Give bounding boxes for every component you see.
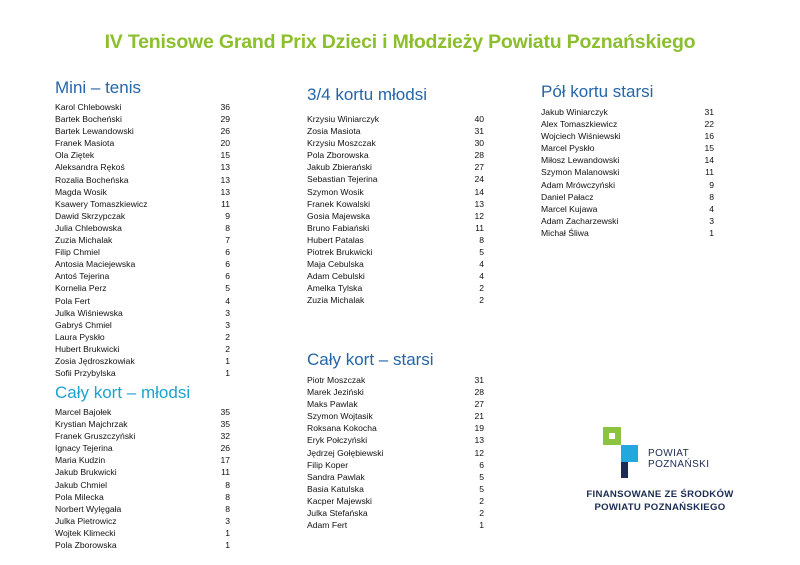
player-name: Pola Zborowska <box>55 540 117 551</box>
player-score: 11 <box>705 167 714 178</box>
table-row <box>307 186 484 198</box>
table-row <box>307 398 484 410</box>
player-score: 9 <box>225 210 230 221</box>
table-row <box>307 374 484 386</box>
player-score: 28 <box>474 387 484 398</box>
player-score: 19 <box>474 423 484 434</box>
player-name: Maks Pawlak <box>307 399 358 410</box>
player-score: 2 <box>479 283 484 294</box>
logo-square-navy <box>621 462 628 478</box>
table-row <box>55 343 230 355</box>
table-row <box>541 142 714 154</box>
section-caly-kort-mlodsi <box>55 383 230 551</box>
table-row <box>55 355 230 367</box>
page-title: IV Tenisowe Grand Prix Dzieci i Młodzieży Powiatu Poznańskiego <box>104 31 696 53</box>
player-name: Norbert Wylęgała <box>55 503 122 514</box>
player-score: 20 <box>220 138 230 149</box>
player-name: Sebastian Tejerina <box>307 174 378 185</box>
player-name: Marek Jeziński <box>307 387 364 398</box>
player-name: Sofii Przybylska <box>55 368 116 379</box>
table-row <box>55 282 230 294</box>
player-name: Aleksandra Rękoś <box>55 162 125 173</box>
table-row <box>541 203 714 215</box>
player-name: Szymon Malanowski <box>541 167 620 178</box>
player-name: Pola Fert <box>55 295 90 306</box>
player-score: 31 <box>474 126 484 137</box>
player-score: 31 <box>704 107 714 117</box>
player-score: 1 <box>225 540 230 551</box>
table-row <box>55 491 230 503</box>
player-name: Franek Kowalski <box>307 198 371 209</box>
player-name: Adam Mrówczyński <box>541 179 616 190</box>
player-name: Basia Katulska <box>307 483 364 494</box>
player-score: 4 <box>225 295 230 306</box>
player-name: Antosia Maciejewska <box>55 259 136 270</box>
player-name: Amelka Tylska <box>307 283 363 294</box>
table-row <box>55 246 230 258</box>
player-name: Marcel Bajołek <box>55 407 112 417</box>
player-name: Ola Ziętek <box>55 150 95 161</box>
results-list <box>55 406 230 551</box>
player-score: 26 <box>220 443 230 454</box>
logo-line-1: POWIAT <box>648 448 690 459</box>
table-row <box>307 210 484 222</box>
player-name: Maja Cebulska <box>307 259 364 270</box>
logo-text <box>648 448 709 470</box>
player-name: Gosia Majewska <box>307 210 371 221</box>
table-row <box>55 174 230 186</box>
logo-line-2: POZNAŃSKI <box>648 459 710 470</box>
player-name: Hubert Brukwicki <box>55 343 120 354</box>
player-score: 35 <box>220 419 230 430</box>
player-name: Jakub Winiarczyk <box>541 107 608 117</box>
table-row <box>307 447 484 459</box>
table-row <box>307 422 484 434</box>
player-name: Eryk Połczyński <box>307 435 368 446</box>
player-name: Ignacy Tejerina <box>55 443 113 454</box>
player-score: 6 <box>225 247 230 258</box>
table-row <box>307 507 484 519</box>
player-score: 13 <box>474 198 484 209</box>
table-row <box>541 118 714 130</box>
player-name: Maria Kudzin <box>55 455 106 466</box>
player-score: 4 <box>709 203 714 214</box>
section-heading: Pół kortu starsi <box>541 82 654 101</box>
table-row <box>55 258 230 270</box>
table-row <box>55 466 230 478</box>
table-row <box>55 210 230 222</box>
player-name: Julka Wiśniewska <box>55 307 123 318</box>
player-name: Franek Masiota <box>55 138 115 149</box>
logo-square-cyan <box>621 445 638 462</box>
player-name: Marcel Kujawa <box>541 203 598 214</box>
table-row <box>55 515 230 527</box>
table-row <box>307 495 484 507</box>
table-row <box>55 319 230 331</box>
player-name: Wojciech Wiśniewski <box>541 131 621 142</box>
player-name: Zuzia Michalak <box>55 235 113 246</box>
player-name: Jakub Chmiel <box>55 479 108 490</box>
table-row <box>307 222 484 234</box>
player-name: Zosia Masiota <box>307 126 361 137</box>
player-score: 3 <box>225 319 230 330</box>
player-score: 31 <box>474 375 484 385</box>
table-row <box>307 246 484 258</box>
table-row <box>307 282 484 294</box>
player-score: 1 <box>479 520 484 531</box>
player-name: Sandra Pawlak <box>307 471 365 482</box>
table-row <box>55 270 230 282</box>
player-score: 1 <box>709 227 714 238</box>
player-score: 17 <box>220 455 230 466</box>
results-list <box>307 113 484 307</box>
player-score: 4 <box>479 259 484 270</box>
player-name: Kacper Majewski <box>307 495 372 506</box>
player-name: Julka Pietrowicz <box>55 515 117 526</box>
table-row <box>55 101 230 113</box>
table-row <box>307 434 484 446</box>
player-name: Julia Chlebowska <box>55 222 122 233</box>
player-score: 16 <box>704 131 714 142</box>
table-row <box>541 179 714 191</box>
funding-note <box>560 488 760 514</box>
player-name: Daniel Pałacz <box>541 191 594 202</box>
player-name: Rozalia Bocheńska <box>55 174 129 185</box>
table-row <box>55 479 230 491</box>
table-row <box>55 113 230 125</box>
results-list <box>541 106 714 239</box>
player-score: 36 <box>220 102 230 112</box>
player-score: 3 <box>225 515 230 526</box>
table-row <box>307 410 484 422</box>
player-score: 5 <box>225 283 230 294</box>
player-score: 13 <box>220 162 230 173</box>
player-score: 12 <box>474 447 484 458</box>
table-row <box>307 258 484 270</box>
table-row <box>55 161 230 173</box>
player-score: 2 <box>479 295 484 306</box>
player-score: 8 <box>225 222 230 233</box>
table-row <box>55 442 230 454</box>
funding-line-1: FINANSOWANE ZE ŚRODKÓW <box>586 489 734 500</box>
player-name: Julka Stefańska <box>307 508 368 519</box>
table-row <box>55 454 230 466</box>
section-34-kortu-mlodsi <box>307 85 484 307</box>
table-row <box>55 125 230 137</box>
player-name: Kornelia Perz <box>55 283 107 294</box>
player-name: Gabryś Chmiel <box>55 319 112 330</box>
results-list <box>55 101 230 379</box>
section-pol-kortu-starsi <box>541 82 714 239</box>
table-row <box>307 137 484 149</box>
player-name: Krzysiu Moszczak <box>307 138 376 149</box>
player-name: Krzysiu Winiarczyk <box>307 114 380 124</box>
table-row <box>55 198 230 210</box>
player-score: 13 <box>474 435 484 446</box>
table-row <box>307 173 484 185</box>
player-score: 8 <box>225 491 230 502</box>
player-name: Jędrzej Gołębiewski <box>307 447 384 458</box>
player-score: 24 <box>474 174 484 185</box>
player-name: Bruno Fabiański <box>307 222 370 233</box>
player-score: 6 <box>225 271 230 282</box>
player-name: Filip Chmiel <box>55 247 100 258</box>
table-row <box>55 137 230 149</box>
table-row <box>541 227 714 239</box>
player-score: 4 <box>479 271 484 282</box>
table-row <box>307 386 484 398</box>
player-name: Dawid Skrzypczak <box>55 210 126 221</box>
table-row <box>307 234 484 246</box>
table-row <box>55 527 230 539</box>
table-row <box>541 215 714 227</box>
player-score: 8 <box>225 503 230 514</box>
table-row <box>307 459 484 471</box>
player-score: 11 <box>475 222 484 233</box>
player-name: Antoś Tejerina <box>55 271 110 282</box>
player-name: Miłosz Lewandowski <box>541 155 620 166</box>
table-row <box>307 483 484 495</box>
player-name: Szymon Wosik <box>307 186 364 197</box>
table-row <box>307 125 484 137</box>
player-score: 32 <box>220 431 230 442</box>
player-score: 11 <box>221 198 230 209</box>
player-score: 1 <box>225 527 230 538</box>
player-score: 40 <box>474 114 484 124</box>
player-name: Karol Chlebowski <box>55 102 122 112</box>
player-score: 11 <box>221 467 230 478</box>
table-row <box>55 307 230 319</box>
player-score: 5 <box>479 471 484 482</box>
player-name: Filip Koper <box>307 459 349 470</box>
table-row <box>307 294 484 306</box>
player-score: 1 <box>225 368 230 379</box>
player-score: 28 <box>474 150 484 161</box>
player-score: 2 <box>225 331 230 342</box>
player-score: 13 <box>220 174 230 185</box>
player-score: 14 <box>474 186 484 197</box>
player-name: Szymon Wojtasik <box>307 411 373 422</box>
player-score: 2 <box>479 495 484 506</box>
table-row <box>541 130 714 142</box>
table-row <box>307 113 484 125</box>
player-score: 8 <box>479 234 484 245</box>
player-score: 2 <box>479 508 484 519</box>
logo-square-white <box>609 433 615 439</box>
player-name: Piotr Moszczak <box>307 375 366 385</box>
player-score: 1 <box>225 355 230 366</box>
table-row <box>55 539 230 551</box>
player-name: Hubert Patalas <box>307 234 364 245</box>
table-row <box>55 430 230 442</box>
player-score: 5 <box>479 247 484 258</box>
player-score: 9 <box>709 179 714 190</box>
player-name: Adam Cebulski <box>307 271 365 282</box>
player-name: Laura Pyskło <box>55 331 105 342</box>
player-score: 26 <box>220 126 230 137</box>
player-name: Franek Gruszczyński <box>55 431 136 442</box>
table-row <box>55 295 230 307</box>
table-row <box>55 222 230 234</box>
table-row <box>307 149 484 161</box>
player-name: Zuzia Michalak <box>307 295 365 306</box>
player-name: Bartek Bocheński <box>55 114 122 125</box>
player-name: Magda Wosik <box>55 186 107 197</box>
player-name: Krystian Majchrzak <box>55 419 128 430</box>
funding-line-2: POWIATU POZNAŃSKIEGO <box>594 502 726 513</box>
player-score: 7 <box>225 235 230 246</box>
player-score: 27 <box>474 399 484 410</box>
table-row <box>55 418 230 430</box>
table-row <box>541 166 714 178</box>
player-name: Jakub Brukwicki <box>55 467 117 478</box>
table-row <box>55 149 230 161</box>
player-score: 14 <box>704 155 714 166</box>
table-row <box>541 154 714 166</box>
player-score: 15 <box>704 143 714 154</box>
player-score: 22 <box>704 119 714 130</box>
player-score: 30 <box>474 138 484 149</box>
powiat-logo-icon <box>600 425 640 480</box>
table-row <box>55 367 230 379</box>
player-name: Zosia Jędroszkowiak <box>55 355 135 366</box>
table-row <box>307 270 484 282</box>
player-score: 3 <box>225 307 230 318</box>
table-row <box>55 186 230 198</box>
player-name: Pola Zborowska <box>307 150 369 161</box>
player-score: 27 <box>474 162 484 173</box>
player-name: Roksana Kokocha <box>307 423 377 434</box>
player-score: 3 <box>709 215 714 226</box>
table-row <box>307 198 484 210</box>
table-row <box>307 161 484 173</box>
player-score: 6 <box>225 259 230 270</box>
table-row <box>541 191 714 203</box>
table-row <box>55 406 230 418</box>
section-heading: 3/4 kortu młodsi <box>307 85 427 104</box>
section-heading: Cały kort – starsi <box>307 350 434 369</box>
section-heading: Mini – tenis <box>55 78 141 97</box>
section-mini-tenis <box>55 78 230 379</box>
player-score: 12 <box>474 210 484 221</box>
results-list <box>307 374 484 531</box>
player-score: 13 <box>220 186 230 197</box>
player-score: 29 <box>220 114 230 125</box>
player-name: Jakub Zbierański <box>307 162 372 173</box>
section-heading: Cały kort – młodsi <box>55 383 191 402</box>
player-name: Bartek Lewandowski <box>55 126 134 137</box>
section-caly-kort-starsi <box>307 350 484 531</box>
player-score: 15 <box>220 150 230 161</box>
player-name: Piotrek Brukwicki <box>307 247 373 258</box>
player-score: 8 <box>225 479 230 490</box>
table-row <box>307 471 484 483</box>
player-name: Michał Śliwa <box>541 227 589 238</box>
table-row <box>55 503 230 515</box>
table-row <box>307 519 484 531</box>
player-name: Adam Fert <box>307 520 348 531</box>
player-name: Wojtek Klimecki <box>55 527 116 538</box>
table-row <box>541 106 714 118</box>
player-name: Alex Tomaszkiewicz <box>541 119 618 130</box>
player-name: Adam Zacharzewski <box>541 215 619 226</box>
player-score: 35 <box>220 407 230 417</box>
player-score: 8 <box>709 191 714 202</box>
player-score: 6 <box>479 459 484 470</box>
player-name: Ksawery Tomaszkiewicz <box>55 198 148 209</box>
player-score: 21 <box>474 411 484 422</box>
player-name: Marcel Pyskło <box>541 143 595 154</box>
table-row <box>55 234 230 246</box>
table-row <box>55 331 230 343</box>
player-score: 5 <box>479 483 484 494</box>
player-score: 2 <box>225 343 230 354</box>
player-name: Pola Milecka <box>55 491 104 502</box>
